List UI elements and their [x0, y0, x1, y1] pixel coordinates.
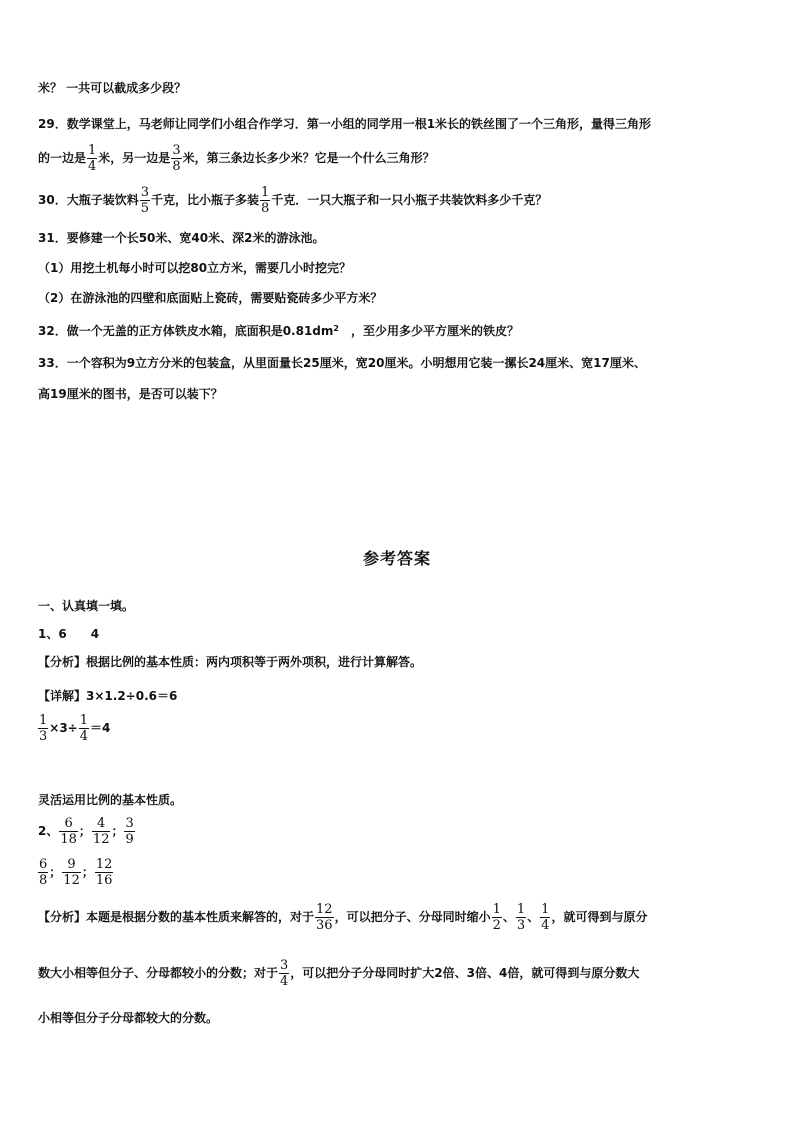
- a2-analysis-line1: [38, 902, 647, 933]
- q30-f1-num: 3: [140, 185, 149, 200]
- q29-line1: 29．数学课堂上，马老师让同学们小组合作学习．第一小组的同学用一根1米长的铁丝围了一个三角形，量得三角形: [38, 117, 652, 131]
- a2-an-sep: 、: [502, 910, 515, 924]
- a2-an-f-num: 12: [316, 902, 333, 917]
- a2-l2-f-den: 4: [280, 974, 289, 989]
- a2-r2-f2-num: 9: [62, 857, 81, 873]
- a2-sep: ；: [78, 824, 91, 838]
- a2-r1-f3-den: 9: [125, 832, 134, 847]
- q29-text-a: 的一边是: [38, 151, 87, 165]
- a2-l2-fraction: [279, 958, 289, 989]
- section1-heading: 一、认真填一填。: [38, 599, 135, 613]
- a2-r1-fraction-2: [92, 816, 111, 847]
- a1-eq-mid: ×3÷: [49, 721, 78, 735]
- q29-line2: [38, 143, 435, 174]
- q33-line2: 高19厘米的图书，是否可以装下？: [38, 387, 223, 401]
- a2-an-b: ，可以把分子、分母同时缩小: [334, 910, 491, 924]
- a1-eq-end: ＝4: [90, 721, 111, 735]
- a2-l2-f-num: 3: [280, 958, 289, 973]
- a2-r1-fraction-1: [59, 816, 78, 847]
- q32-superscript: 2: [333, 324, 339, 333]
- q29-fraction-1: [87, 143, 97, 174]
- q30-line: [38, 185, 547, 216]
- answer-title: 参考答案: [362, 549, 431, 568]
- a2-r1-f1-den: 18: [60, 832, 77, 847]
- q31-sub2: （2）在游泳池的四壁和底面贴上瓷砖，需要贴瓷砖多少平方米？: [38, 291, 383, 305]
- a2-l2-a: 数大小相等但分子、分母都较小的分数；对于: [38, 966, 279, 980]
- a2-an-g3: [540, 902, 550, 933]
- a2-r2-f1-den: 8: [39, 873, 48, 888]
- a2-analysis-line3: 小相等但分子分母都较大的分数。: [38, 1011, 219, 1025]
- a1-eq-f1-den: 3: [39, 729, 48, 744]
- a1-eq-fraction-2: [79, 713, 89, 744]
- q29-f1-den: 4: [88, 159, 97, 174]
- a2-r2-fraction-2: [62, 857, 81, 888]
- a2-sep: ；: [49, 865, 62, 879]
- a2-an-g1-den: 2: [492, 918, 501, 933]
- a2-an-g2: [516, 902, 526, 933]
- q30-fraction-2: [260, 185, 270, 216]
- q29-fraction-2: [171, 143, 181, 174]
- a1-eq-f1-num: 1: [39, 713, 48, 728]
- a2-an-a: 【分析】本题是根据分数的基本性质来解答的，对于: [38, 910, 315, 924]
- q32-text-a: 32．做一个无盖的正方体铁皮水箱，底面积是0.81dm: [38, 324, 334, 338]
- a1-analysis: 【分析】根据比例的基本性质：两内项积等于两外项积，进行计算解答。: [38, 655, 423, 669]
- q32-text-b: ，至少用多少平方厘米的铁皮？: [338, 324, 519, 338]
- q30-text-a: 30．大瓶子装饮料: [38, 193, 139, 207]
- a2-an-g3-den: 4: [541, 918, 550, 933]
- a1-head: 1、6 4: [38, 627, 100, 641]
- a2-an-g2-num: 1: [516, 902, 526, 917]
- q29-text-c: 米，第三条边长多少米？它是一个什么三角形？: [182, 151, 435, 165]
- a2-r2-fraction-1: [38, 857, 48, 888]
- a2-r2-f3-num: 12: [95, 857, 113, 872]
- q29-text-b: 米，另一边是: [98, 151, 171, 165]
- a2-r1-f2-num: 4: [92, 816, 111, 832]
- a2-r2-fraction-3: [95, 857, 114, 888]
- a2-an-f-den: 36: [316, 918, 333, 933]
- a2-r1-f3-num: 3: [125, 816, 134, 831]
- q28-tail: 米？ 一共可以截成多少段？: [38, 81, 187, 95]
- q29-f2-den: 8: [172, 159, 181, 174]
- a2-row2: [38, 857, 114, 888]
- q30-text-c: 千克．一只大瓶子和一只小瓶子共装饮料多少千克？: [271, 193, 548, 207]
- a2-l2-b: ，可以把分子分母同时扩大2倍、3倍、4倍，就可得到与原分数大: [290, 966, 640, 980]
- q33-line1: 33．一个容积为9立方分米的包装盒，从里面量长25厘米，宽20厘米。小明想用它装一摞长24厘米、宽17厘米、: [38, 356, 646, 370]
- a2-an-g2-den: 3: [516, 918, 526, 933]
- a2-an-sep: 、: [527, 910, 540, 924]
- a1-eq-f2-den: 4: [79, 729, 89, 744]
- q32-line: [38, 323, 519, 339]
- a2-r2-f2-den: 12: [63, 873, 80, 888]
- a2-an-g3-num: 1: [541, 902, 550, 917]
- a2-an-c: ，就可得到与原分: [551, 910, 648, 924]
- a2-row1: [38, 816, 136, 847]
- a2-an-g1-num: 1: [492, 902, 501, 917]
- q31-main: 31．要修建一个长50米、宽40米、深2米的游泳池。: [38, 231, 325, 245]
- a1-note: 灵活运用比例的基本性质。: [38, 793, 183, 807]
- a2-sep: ；: [81, 865, 94, 879]
- a2-an-fraction: [315, 902, 334, 933]
- a2-an-g1: [492, 902, 502, 933]
- a2-r2-f3-den: 16: [95, 873, 113, 888]
- a2-r1-f2-den: 12: [92, 832, 110, 847]
- q30-f1-den: 5: [140, 201, 149, 216]
- a1-eq-f2-num: 1: [79, 713, 89, 728]
- a1-eq-fraction-1: [38, 713, 48, 744]
- q30-fraction-1: [140, 185, 150, 216]
- q30-text-b: 千克，比小瓶子多装: [150, 193, 259, 207]
- a1-detail: 【详解】3×1.2÷0.6＝6: [38, 689, 178, 703]
- a2-r1-fraction-3: [124, 816, 134, 847]
- q29-f1-num: 1: [88, 143, 97, 158]
- a2-r1-f1-num: 6: [59, 816, 78, 832]
- a2-r2-f1-num: 6: [39, 857, 48, 872]
- q29-f2-num: 3: [172, 143, 181, 158]
- q30-f2-num: 1: [261, 185, 270, 200]
- q30-f2-den: 8: [261, 201, 270, 216]
- q31-sub1: （1）用挖土机每小时可以挖80立方米，需要几小时挖完？: [38, 261, 352, 275]
- a2-sep: ；: [111, 824, 124, 838]
- a2-analysis-line2: [38, 958, 639, 989]
- a2-label: 2、: [38, 824, 59, 838]
- a1-equation: [38, 713, 110, 744]
